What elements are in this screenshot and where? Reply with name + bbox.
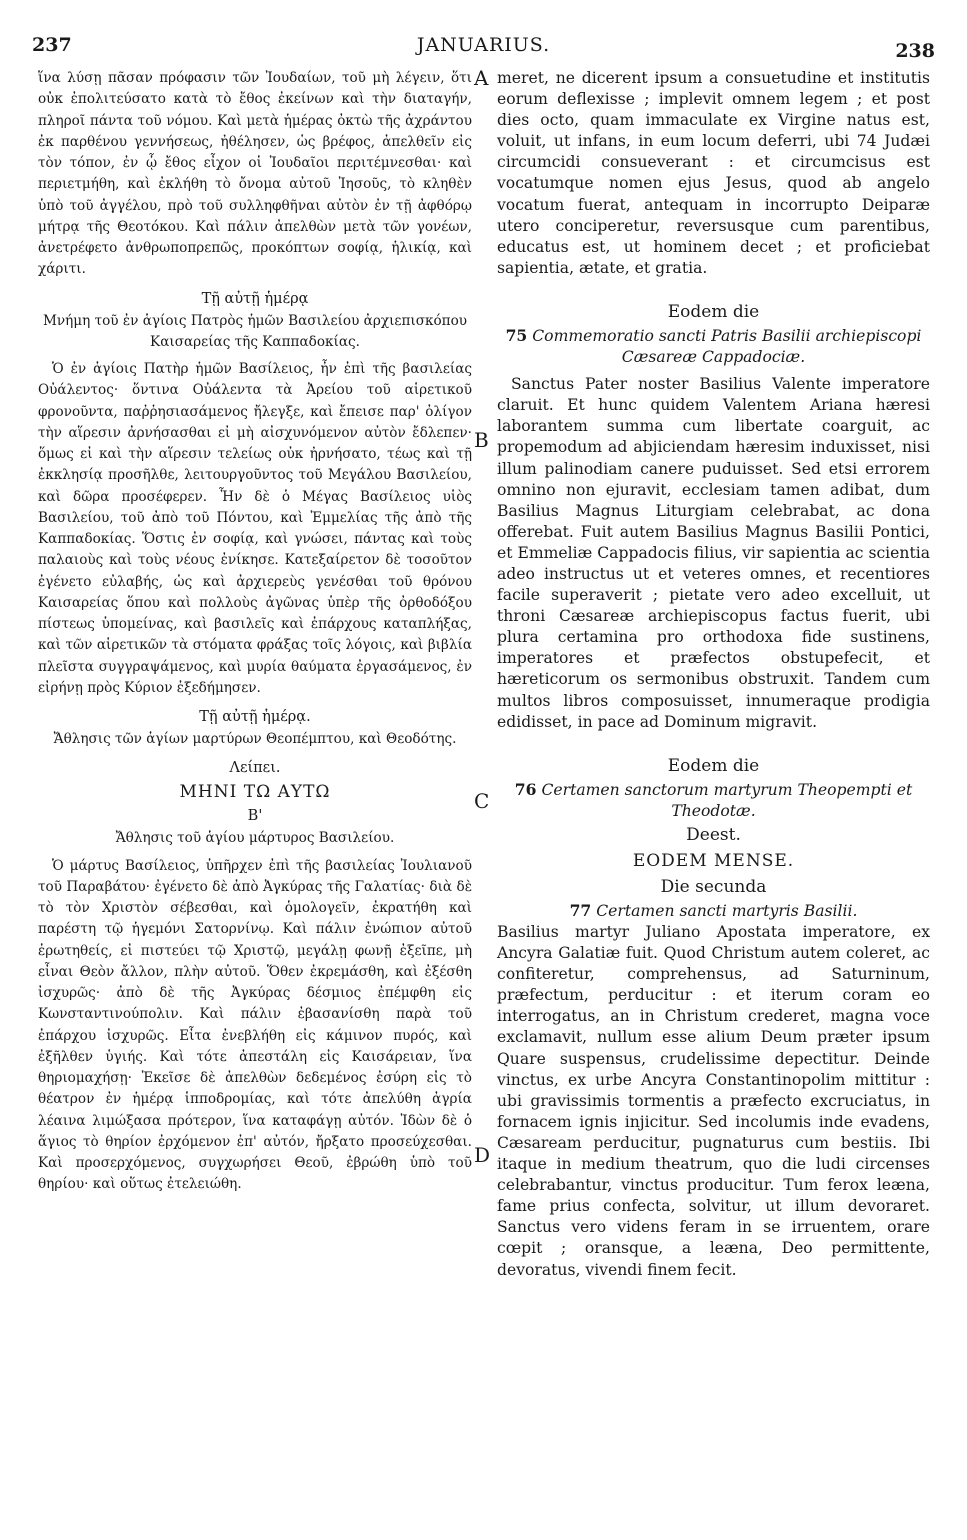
latin-day-heading: Die secunda — [660, 876, 767, 897]
greek-heading-same-day-1: Τῇ αὐτῇ ἡμέρᾳ — [201, 290, 309, 307]
margin-letter-c: C — [474, 789, 490, 813]
latin-heading-eodem-die-2: Eodem die — [667, 755, 760, 776]
greek-paragraph-2: Ὁ ἐν ἁγίοις Πατὴρ ἡμῶν Βασίλειος, ἦν ἐπὶ τῆς βασιλείας Οὐάλεντος· ὅντινα Οὐάλεντα τὰ Ἀρείου τοῦ αἱρετικοῦ φρονοῦντα, παῤῥησιασάμενος ἤλεγξε, καὶ ἔπεισε παρ' ὀλίγον τὴν αἵρεσιν ἀρνήσασθαι εἰ μὴ αἰσχυνόμενον αὐτὸν ἔδλεπεν· ὅμως εἰ καὶ τὴν αἵρεσιν τελείως οὐκ ἠρνήσατο, τέως καὶ τῇ ἐκκλησίᾳ προσῆλθε, λειτουργοῦντος τοῦ Μεγάλου Βασιλείου, καὶ δῶρα προσέφερεν. Ἦν δὲ ὁ Μέγας Βασίλειος υἱὸς Βασιλείου, τοῦ ἀπὸ τοῦ Πόντου, καὶ Ἐμμελίας τῆς ἀπὸ τῆς Καππαδοκίας. Ὅστις ἐν σοφίᾳ, καὶ γνώσει, πάντας καὶ τοὺς παλαιοὺς καὶ τοὺς νέους ἐνίκησε. Κατεξαίρετον δὲ τοσοῦτον ἐγένετο εὐλαβής, ὡς καὶ ἀρχιερεὺς γενέσθαι τοῦ θρόνου Καισαρείας ὅπου καὶ πολλοὺς ἀγῶνας ὑπὲρ τῆς ὀρθοδόξου πίστεως ὑπομείνας, καὶ βασιλεῖς καὶ ἐπάρχους καταπλήξας, καὶ τῶν αἱρετικῶν τὰ στόματα φράξας τοῖς λόγοις, καὶ βιβλία πλεῖστα συγγραψάμενος, καὶ μυρία θαύματα ἐργασάμενος, ἐν εἰρήνῃ πρὸς Κύριον ἐξεδήμησεν. — [38, 361, 472, 696]
greek-mense-heading: ΜΗΝΙ ΤΩ ΑΥΤΩ — [179, 782, 331, 803]
greek-title-basil-commemoration: Μνήμη τοῦ ἐν ἁγίοις Πατρὸς ἡμῶν Βασιλείου ἀρχιεπισκόπου Καισαρείας τῆς Καππαδοκίας. — [42, 312, 468, 350]
page-header — [32, 34, 935, 64]
entry-number-76: 76 — [514, 779, 537, 799]
latin-title-basil-martyr-text: Certamen sancti martyris Basilii. — [596, 901, 858, 920]
greek-deest: Λείπει. — [229, 760, 281, 777]
margin-letter-d: D — [474, 1143, 491, 1167]
page-number-right: 238 — [895, 40, 935, 62]
entry-number-77: 77 — [569, 900, 592, 920]
latin-paragraph-3: Basilius martyr Juliano Apostata imperatore, ex Ancyra Galatiæ fuit. Quod Christum autem coleret, ac confiteretur, comprehensus, ad Saturninum, præfectum, perducitur : et iterum coram eo interrogatus, an in Christum crederet, magna voce exclamavit, nullum esse alium Deum præter ipsum Quare suspensus, crudelissime depectitur. Deinde vinctus, ex urbe Ancyra Constantinopolim mittitur : ubi gravissimis tormentis a præfecto excruciatus, in fornacem ignis injicitur. Sed incolumis inde evadens, Cæsaream perducitur, pugnaturus cum bestiis. Ibi itaque in medium theatrum, quo die ludi circenses celebrabantur, vinctus producitur. Tum ferox leæna, fame prius confecta, solvitur, ut illum devoraret. Sanctus vero videns feram in se irruentem, orare cœpit ; oransque, a leæna, Deo permittente, devoratus, vivendi finem fecit. — [497, 923, 930, 1279]
greek-paragraph-1: ἵνα λύσῃ πᾶσαν πρόφασιν τῶν Ἰουδαίων, τοῦ μὴ λέγειν, ὅτι οὐκ ἐπολιτεύσατο κατὰ τὸ ἔθος ἐκείνων καὶ τὴν διαταγήν, πληροῖ πάντα τοῦ νόμου. Καὶ μετὰ ἡμέρας ὀκτὼ τῆς ἀχράντου ἐκ παρθένου γεννήσεως, ἠθέλησεν, ὡς βρέφος, ἀπελθεῖν εἰς τὸν τόπον, ἐν ᾧ ἔθος εἶχον οἱ Ἰουδαῖοι περιτέμνεσθαι· καὶ περιετμήθη, καὶ ἐκλήθη τὸ ὄνομα αὐτοῦ Ἰησοῦς, τὸ κληθὲν ὑπὸ τοῦ ἀγγέλου, πρὸ τοῦ συλληφθῆναι αὐτὸν ἐν τῇ ἀφθόρῳ μήτρᾳ τῆς Θεοτόκου. Καὶ πάλιν ἀπελθὼν μετὰ τῶν γονέων, ἀνετρέφετο ἀνθρωποπρεπῶς, προκόπτων σοφίᾳ, ἡλικίᾳ, καὶ χάριτι. — [38, 70, 472, 278]
latin-column — [497, 68, 930, 1281]
latin-heading-eodem-die-1: Eodem die — [667, 301, 760, 322]
latin-title-basil-commemoration — [497, 325, 930, 368]
latin-paragraph-1: meret, ne dicerent ipsum a consuetudine et institutis eorum deflexisse ; implevit omnem legem ; et post dies octo, quam immaculate ex Virgine natus est, voluit, ut infans, in eum locum deferri, ubi 74 Judæi circumcidi consueverant : et circumcisus est vocatumque nomen ejus Jesus, quod ab angelo vocatum fuerat, antequam in incorrupto Deiparæ utero conciperetur, reversusque cum parentibus, educatus est, ut hominem decet ; et proficiebat sapientia, ætate, et gratia. — [497, 69, 930, 277]
greek-title-basil-martyr: Ἄθλησις τοῦ ἁγίου μάρτυρος Βασιλείου. — [115, 830, 395, 847]
latin-paragraph-2: Sanctus Pater noster Basilius Valente imperatore claruit. Et hunc quidem Valentem Ariana hæresi laborantem summa cum libertate coarguit, ac propemodum ad abjiciendam hæresim induxisset, nisi illum palinodiam canere puduisset. Sed etsi errorem omnino non ejuravit, ecclesiam tamen adibat, dum Basilius Magnus Liturgiam celebrabat, ac dona offerebat. Fuit autem Basilius Magnus Basilii Pontici, et Emmeliæ Cappadocis filius, vir sapientia ac scientia adeo instructus ut et veteres omnes, et recentiores facile superaverit ; pietate vero adeo excelluit, ut throni Cæsareæ archiepiscopus factus fuerit, ubi plura certamina pro orthodoxa fide sustinens, imperatores et præfectos obstupefecit, et hæreticorum os sermonibus obstruxit. Tandem cum multos libros composuisset, innumeraque prodigia edidisset, in pace ad Dominum migravit. — [497, 375, 930, 731]
page-number-left: 237 — [32, 34, 72, 56]
greek-day-number: Β' — [247, 808, 263, 825]
entry-number-75: 75 — [505, 325, 528, 345]
running-title: JANUARIUS. — [416, 34, 551, 56]
greek-column — [38, 68, 472, 1196]
latin-title-basil-martyr — [497, 900, 930, 922]
latin-title-basil-commemoration-text: Commemoratio sancti Patris Basilii archiepiscopi Cæsareæ Cappadociæ. — [532, 326, 922, 367]
margin-letter-b: B — [474, 428, 489, 452]
latin-title-theopemptus-text: Certamen sanctorum martyrum Theopempti et Theodotæ. — [541, 780, 913, 820]
latin-title-theopemptus — [497, 779, 930, 822]
greek-paragraph-3: Ὁ μάρτυς Βασίλειος, ὑπῆρχεν ἐπὶ τῆς βασιλείας Ἰουλιανοῦ τοῦ Παραβάτου· ἐγένετο δὲ ἀπὸ Ἀγκύρας τῆς Γαλατίας· διὰ δὲ τὸ τὸν Χριστὸν σέβεσθαι, καὶ ὁμολογεῖν, ἐκρατήθη καὶ παρέστη τῷ ἡγεμόνι Σατορνίνῳ. Καὶ πάλιν ἐνώπιον αὐτοῦ ἐρωτηθείς, εἰ πιστεύει τῷ Χριστῷ, μεγάλῃ φωνῇ ἐξεῖπε, μὴ εἶναι Θεὸν ἄλλον, πλὴν αὐτοῦ. Ὅθεν ἐκρεμάσθη, καὶ ἐξέσθη ἰσχυρῶς· ἀπὸ δὲ τῆς Ἀγκύρας δέσμιος ἐπέμφθη εἰς Κωνσταντινούπολιν. Καὶ πάλιν ἐβασανίσθη παρὰ τοῦ ἐπάρχου ἰσχυρῶς. Εἶτα ἐνεβλήθη εἰς κάμινον πυρός, καὶ ἐξῆλθεν ὑγιής. Καὶ τότε ἀπεστάλη εἰς Καισάρειαν, ἵνα θηριομαχήσῃ· Ἐκεῖσε δὲ ἀπελθὼν δεδεμένος ἐσύρη εἰς τὸ θέατρον ἐν ἡμέρᾳ ἱπποδρομίας, καὶ τότε ἀπελύθη ἀγρία λέαινα λιμώξασα πρότερον, ἵνα καταφάγῃ αὐτόν. Ἰδὼν δὲ ὁ ἅγιος τὸ θηρίον ἐρχόμενον ἐπ' αὐτόν, ἤρξατο προσεύχεσθαι. Καὶ προσερχόμενος, συγχωρήσει Θεοῦ, ἐβρώθη ὑπὸ τοῦ θηρίου· καὶ οὕτως ἐτελειώθη. — [38, 857, 472, 1193]
latin-mense-heading: EODEM MENSE. — [632, 850, 795, 871]
greek-title-theopemptus: Ἄθλησις τῶν ἁγίων μαρτύρων Θεοπέμπτου, καὶ Θεοδότης. — [53, 731, 457, 747]
latin-deest: Deest. — [686, 824, 741, 845]
margin-letter-a: A — [474, 66, 489, 90]
greek-heading-same-day-2: Τῇ αὐτῇ ἡμέρᾳ. — [199, 709, 311, 725]
